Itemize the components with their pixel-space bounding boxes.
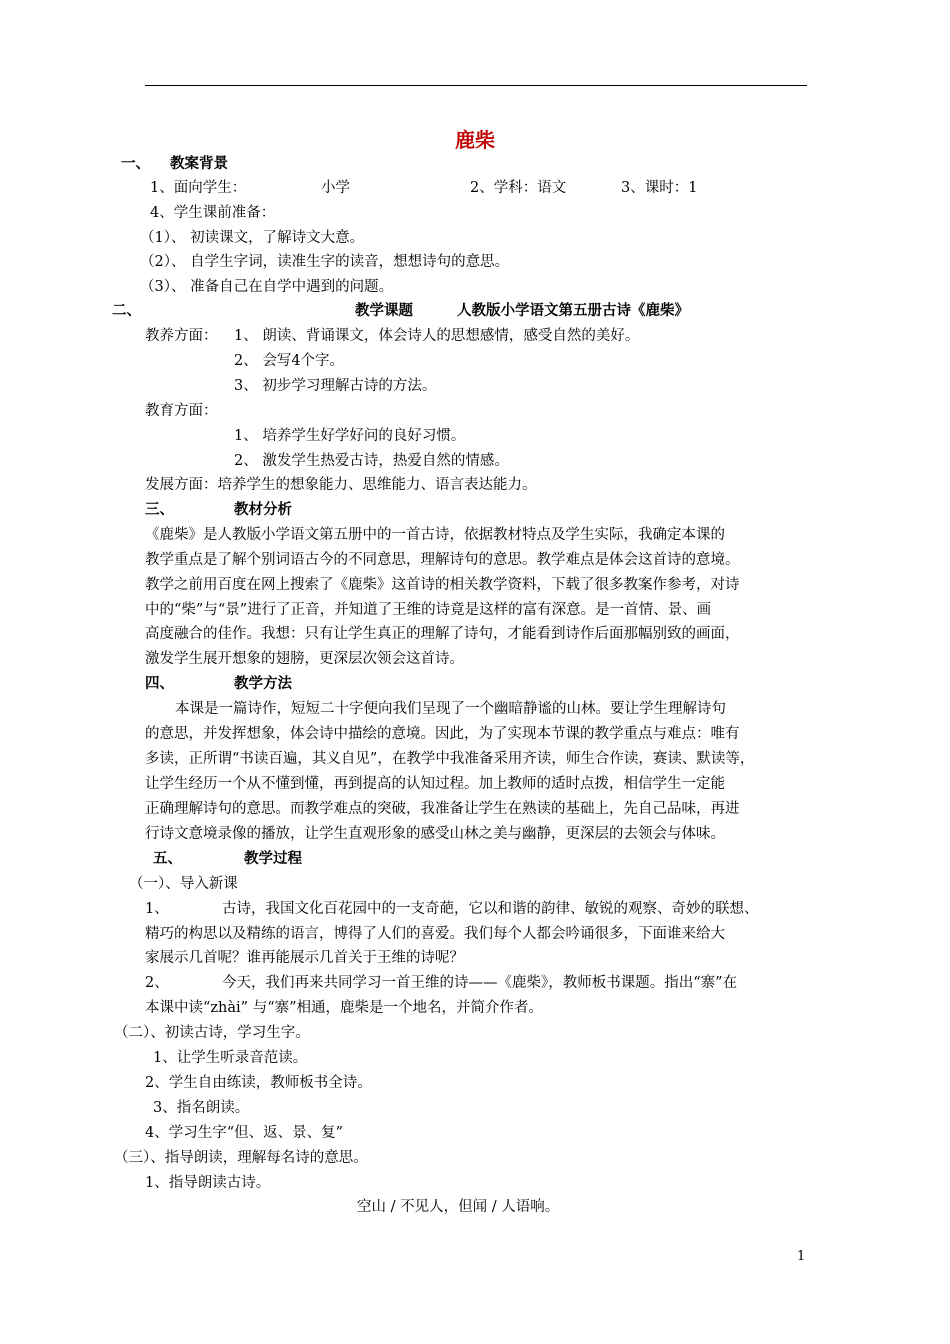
intro-item-1-line-3: 家展示几首呢？谁再能展示几首关于王维的诗呢？: [145, 950, 464, 966]
section2-topic: 人教版小学语文第五册古诗《鹿柴》: [457, 303, 689, 319]
analysis-line-3: 教学之前用百度在网上搜索了《鹿柴》这首诗的相关教学资料，下载了很多教案作参考，对诗: [145, 577, 740, 593]
analysis-line-5: 高度融合的佳作。我想：只有让学生真正的理解了诗句，才能看到诗作后面那幅别致的画面，: [145, 626, 740, 642]
education-label: 教育方面：: [145, 403, 218, 419]
page-number: 1: [797, 1249, 806, 1264]
analysis-line-2: 教学重点是了解个别词语古今的不同意思，理解诗句的意思。教学难点是体会这首诗的意境。: [145, 552, 740, 568]
section2-label: 教学课题: [355, 303, 413, 319]
process-step-3: （三）、指导朗读，理解每名诗的意思。: [114, 1150, 368, 1166]
header-rule: [145, 85, 807, 86]
method-line-6: 行诗文意境录像的播放，让学生直观形象的感受山林之美与幽静，更深层的去领会与体味。: [145, 826, 725, 842]
intro-item-1-line-1: 古诗，我国文化百花园中的一支奇葩，它以和谐的韵律、敏锐的观察、奇妙的联想、: [222, 901, 759, 917]
intro-item-2-line-2: 本课中读“zhài” 与“寨”相通，鹿柴是一个地名，并简介作者。: [145, 1000, 544, 1016]
hours-text: 3、课时：1: [621, 180, 698, 196]
prep-item-3: （3）、 准备自己在自学中遇到的问题。: [140, 279, 394, 295]
education-item-2: 2、 激发学生热爱古诗，热爱自然的情感。: [234, 453, 509, 469]
cultivation-label: 教养方面：: [145, 328, 218, 344]
section3-heading: 教材分析: [234, 502, 292, 518]
method-line-5: 正确理解诗句的意思。而教学难点的突破，我准备让学生在熟读的基础上，先自己品味，再进: [145, 801, 740, 817]
method-line-4: 让学生经历一个从不懂到懂，再到提高的认知过程。加上教师的适时点拨，相信学生一定能: [145, 776, 725, 792]
document-title: 鹿柴: [455, 128, 495, 152]
analysis-line-1: 《鹿柴》是人教版小学语文第五册中的一首古诗，依据教材特点及学生实际，我确定本课的: [145, 527, 725, 543]
subject-text: 2、学科：语文: [470, 180, 567, 196]
reading-item-3: 3、指名朗读。: [153, 1100, 250, 1116]
section5-heading: 教学过程: [244, 851, 302, 867]
audience-value: 小学: [321, 180, 350, 196]
intro-item-1-line-2: 精巧的构思以及精练的语言，博得了人们的喜爱。我们每个人都会吟诵很多，下面谁来给大: [145, 926, 725, 942]
method-line-1: 本课是一篇诗作，短短二十字便向我们呈现了一个幽暗静谧的山林。要让学生理解诗句: [175, 701, 726, 717]
method-line-3: 多读，正所谓“书读百遍，其义自见”，在教学中我准备采用齐读，师生合作读，赛读、默读等，: [145, 751, 755, 767]
section2-number: 二、: [112, 303, 141, 319]
reading-item-2: 2、学生自由练读，教师板书全诗。: [145, 1075, 372, 1091]
poem-line: 空山 / 不见人，但闻 / 人语响。: [357, 1199, 560, 1215]
section1-number: 一、: [121, 156, 150, 172]
intro-item-2-number: 2、: [145, 975, 169, 991]
intro-item-1-number: 1、: [145, 901, 169, 917]
process-step-2: （二）、初读古诗，学习生字。: [114, 1025, 310, 1041]
reading-item-1: 1、让学生听录音范读。: [153, 1050, 308, 1066]
cultivation-item-1: 1、 朗读、背诵课文，体会诗人的思想感情，感受自然的美好。: [234, 328, 640, 344]
method-line-2: 的意思，并发挥想象，体会诗中描绘的意境。因此，为了实现本节课的教学重点与难点：唯有: [145, 726, 740, 742]
prep-item-2: （2）、 自学生字词，读准生字的读音，想想诗句的意思。: [140, 254, 510, 270]
development-text: 发展方面：培养学生的想象能力、思维能力、语言表达能力。: [145, 477, 537, 493]
audience-label: 1、面向学生：: [150, 180, 247, 196]
cultivation-item-3: 3、 初步学习理解古诗的方法。: [234, 378, 437, 394]
prep-item-1: （1）、 初读课文，了解诗文大意。: [140, 230, 365, 246]
section1-heading: 教案背景: [170, 156, 228, 172]
education-item-1: 1、 培养学生好学好问的良好习惯。: [234, 428, 466, 444]
prep-heading: 4、学生课前准备：: [150, 205, 276, 221]
section5-number: 五、: [153, 851, 182, 867]
analysis-line-6: 激发学生展开想象的翅膀，更深层次领会这首诗。: [145, 651, 464, 667]
guided-reading-item-1: 1、指导朗读古诗。: [145, 1175, 271, 1191]
section4-number: 四、: [145, 676, 174, 692]
reading-item-4: 4、学习生字“但、返、景、复”: [145, 1125, 344, 1141]
cultivation-item-2: 2、 会写4个字。: [234, 353, 345, 369]
process-step-1: （一）、导入新课: [129, 876, 238, 892]
intro-item-2-line-1: 今天，我们再来共同学习一首王维的诗——《鹿柴》，教师板书课题。指出“寨”在: [222, 975, 738, 991]
section4-heading: 教学方法: [234, 676, 292, 692]
section3-number: 三、: [145, 502, 174, 518]
analysis-line-4: 中的“柴”与“景”进行了正音，并知道了王维的诗竟是这样的富有深意。是一首情、景、画: [145, 602, 712, 618]
